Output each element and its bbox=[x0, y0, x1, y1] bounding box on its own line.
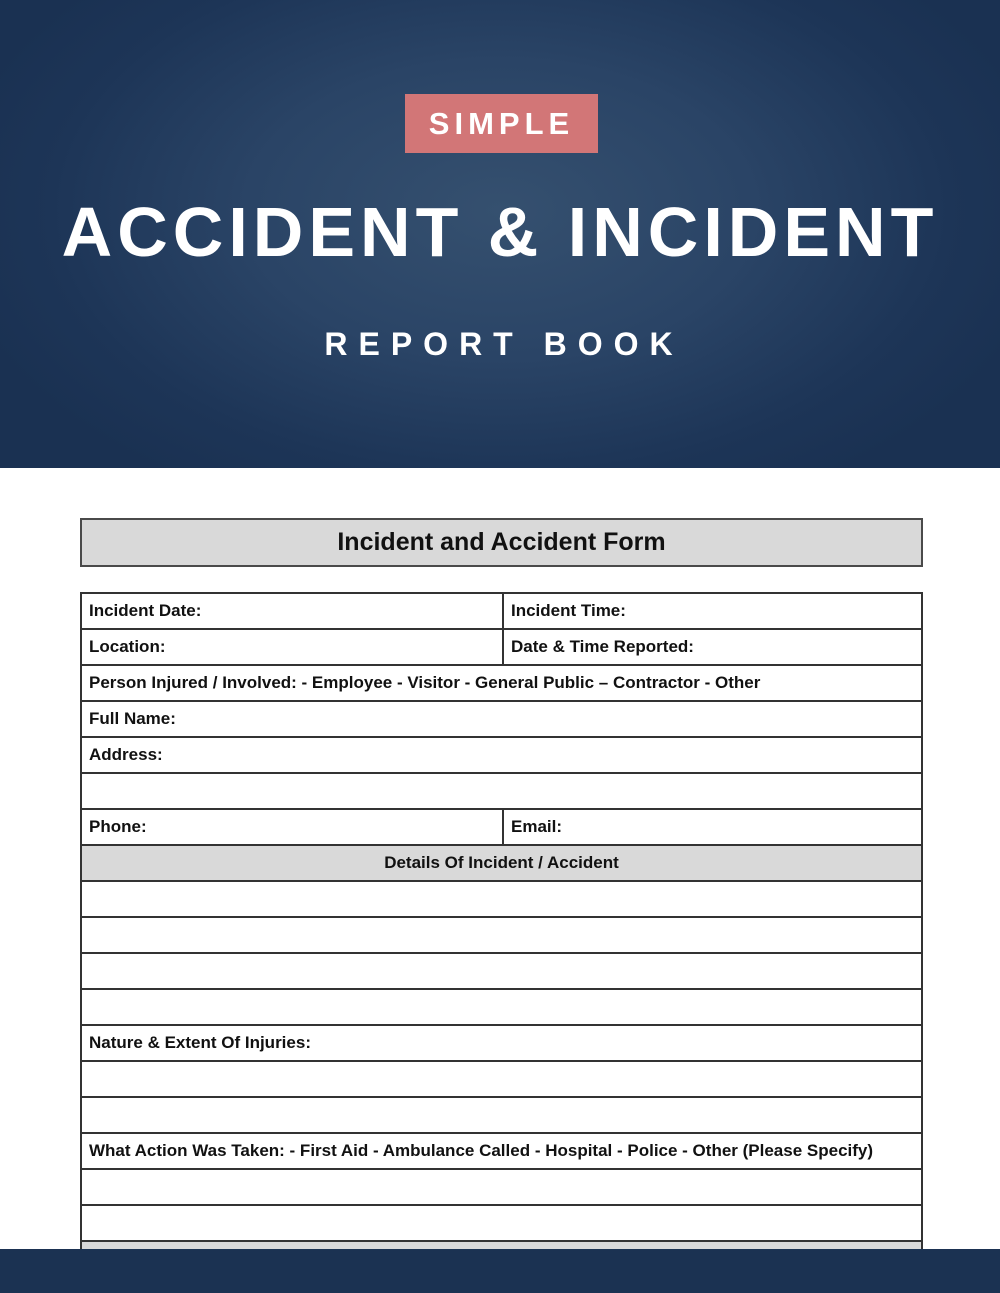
full-name-field[interactable]: Full Name: bbox=[89, 709, 176, 728]
form-title: Incident and Accident Form bbox=[80, 518, 923, 567]
phone-field[interactable]: Phone: bbox=[89, 817, 147, 836]
form-row-address-blank[interactable] bbox=[80, 774, 923, 810]
form-row-location bbox=[80, 630, 923, 666]
details-line[interactable] bbox=[80, 882, 923, 918]
form-row-contact bbox=[80, 810, 923, 846]
incident-form bbox=[80, 592, 923, 1250]
details-line[interactable] bbox=[80, 918, 923, 954]
email-field[interactable]: Email: bbox=[502, 810, 921, 844]
details-heading: Details Of Incident / Accident bbox=[384, 853, 619, 872]
address-field[interactable]: Address: bbox=[89, 745, 163, 764]
form-row-full-name bbox=[80, 702, 923, 738]
form-row-address bbox=[80, 738, 923, 774]
form-row-action bbox=[80, 1134, 923, 1170]
action-line[interactable] bbox=[80, 1206, 923, 1242]
cover-footer-band bbox=[0, 1249, 1000, 1293]
form-row-injuries bbox=[80, 1026, 923, 1062]
incident-time-field[interactable]: Incident Time: bbox=[502, 594, 921, 628]
action-taken-field[interactable]: What Action Was Taken: - First Aid - Ambulance Called - Hospital - Police - Other (Please Specify) bbox=[89, 1141, 874, 1160]
details-heading-row bbox=[80, 846, 923, 882]
details-line[interactable] bbox=[80, 990, 923, 1026]
form-row-person-involved bbox=[80, 666, 923, 702]
cover-title: ACCIDENT & INCIDENT bbox=[61, 193, 939, 271]
injuries-line[interactable] bbox=[80, 1098, 923, 1134]
injuries-line[interactable] bbox=[80, 1062, 923, 1098]
cover-subtitle: REPORT BOOK bbox=[324, 326, 684, 362]
simple-badge: SIMPLE bbox=[405, 94, 598, 153]
cover-header bbox=[0, 0, 1000, 468]
incident-date-field[interactable]: Incident Date: bbox=[89, 601, 202, 620]
date-time-reported-field[interactable]: Date & Time Reported: bbox=[502, 630, 921, 664]
action-line[interactable] bbox=[80, 1170, 923, 1206]
injuries-field[interactable]: Nature & Extent Of Injuries: bbox=[89, 1033, 311, 1052]
details-line[interactable] bbox=[80, 954, 923, 990]
form-row-date-time bbox=[80, 594, 923, 630]
person-involved-field[interactable]: Person Injured / Involved: - Employee - Visitor - General Public – Contractor - Other bbox=[89, 673, 761, 692]
location-field[interactable]: Location: bbox=[89, 637, 166, 656]
